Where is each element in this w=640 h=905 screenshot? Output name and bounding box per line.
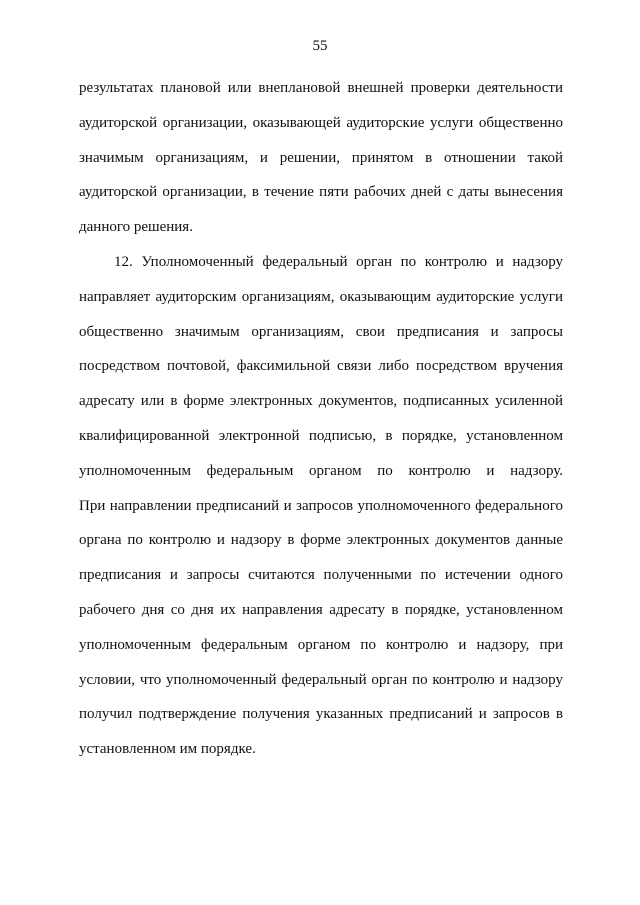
text-line: уполномоченным федеральным органом по контролю и надзору, при (79, 636, 563, 653)
text-line: предписания и запросы считаются полученными по истечении одного (79, 567, 563, 584)
text-line: результатах плановой или внеплановой внешней проверки деятельности (79, 80, 563, 96)
text-line: направляет аудиторским организациям, оказывающим аудиторские услуги (79, 288, 563, 305)
text-line: адресату или в форме электронных документов, подписанных усиленной (79, 393, 563, 410)
page-number: 55 (312, 38, 328, 54)
text-line: посредством почтовой, факсимильной связи либо посредством вручения (79, 358, 563, 375)
text-line: 12. Уполномоченный федеральный орган по контролю и надзору (114, 253, 563, 270)
text-line: аудиторской организации, оказывающей аудиторские услуги общественно (79, 114, 563, 131)
paragraph-continuation (79, 74, 563, 248)
text-line: общественно значимым организациям, свои предписания и запросы (79, 323, 563, 340)
text-line: установленном им порядке. (79, 741, 256, 758)
text-line: уполномоченным федеральным органом по контролю и надзору. (79, 462, 563, 479)
text-line: аудиторской организации, в течение пяти рабочих дней с даты вынесения (79, 184, 563, 201)
document-body (79, 74, 563, 770)
text-line: рабочего дня со дня их направления адресату в порядке, установленном (79, 601, 563, 618)
text-line: значимым организациям, и решении, принятом в отношении такой (79, 149, 563, 166)
paragraph-12 (79, 248, 563, 770)
text-line: получил подтверждение получения указанных предписаний и запросов в (79, 706, 563, 723)
text-line: данного решения. (79, 219, 193, 236)
text-line: квалифицированной электронной подписью, в порядке, установленном (79, 427, 563, 444)
text-line: При направлении предписаний и запросов уполномоченного федерального (79, 497, 563, 514)
text-line: условии, что уполномоченный федеральный орган по контролю и надзору (79, 671, 563, 688)
text-line: органа по контролю и надзору в форме электронных документов данные (79, 532, 563, 549)
